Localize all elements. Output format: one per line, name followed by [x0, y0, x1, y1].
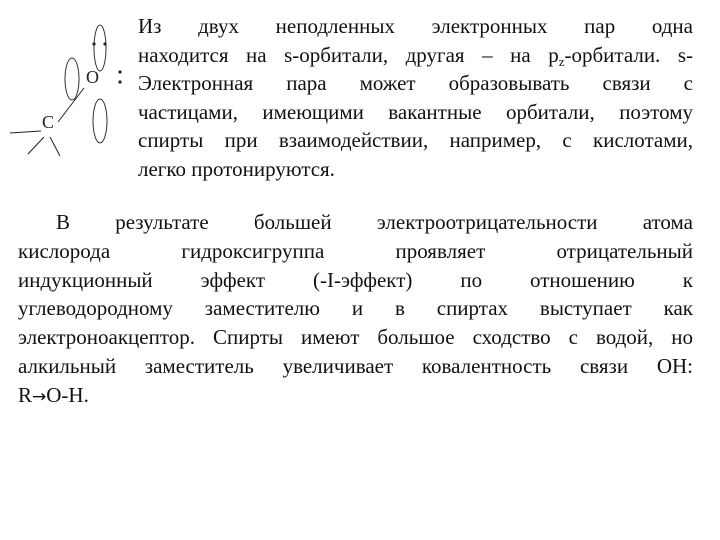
carbon-bond-left: [10, 131, 41, 133]
text-line: индукционный эффект (-I-эффект) по отношению к: [18, 267, 693, 292]
text-line: [18, 381, 693, 412]
lone-pair-dot-icon: [103, 42, 106, 45]
text-line: алкильный заместитель увеличивает ковалентность связи ОН:: [18, 353, 693, 378]
lower-orbital-lobe-icon: [93, 99, 107, 143]
text-line: частицами, имеющими вакантные орбитали, поэтому: [138, 99, 693, 124]
text-line: кислорода гидроксигруппа проявляет отрицательный: [18, 238, 693, 263]
top-paragraph: [138, 12, 693, 183]
carbon-oxygen-bond: [58, 88, 84, 122]
text-fragment: находится на s-орбитали, другая – на p: [138, 42, 559, 67]
text-line: [138, 41, 693, 70]
text-line: Электронная пара может образовывать связи с: [138, 71, 693, 95]
text-line: спирты при взаимодействии, например, с кислотами,: [138, 128, 693, 152]
carbon-bond-lower-left: [28, 137, 44, 154]
text-fragment: R: [18, 382, 33, 407]
orbital-diagram-svg: [8, 14, 138, 194]
lone-pair-dot-icon: [92, 42, 95, 45]
oxygen-atom-label: O: [86, 67, 99, 87]
upper-orbital-lobe-icon: [94, 25, 106, 71]
text-line: В результате большей электроотрицательности атома: [56, 210, 693, 234]
carbon-atom-label: C: [42, 112, 55, 132]
subscript-text: z: [558, 53, 565, 69]
left-orbital-lobe-icon: [65, 58, 79, 100]
text-fragment: -орбитали. s-: [564, 42, 693, 67]
text-line: электроноакцептор. Спирты имеют большое сходство с водой, но: [18, 325, 693, 350]
right-arrow-icon: →: [32, 386, 47, 407]
orbital-diagram: [8, 14, 138, 194]
carbon-bond-lower-right: [50, 137, 60, 156]
lone-pair-dot-icon: [118, 80, 121, 83]
bottom-paragraph: [18, 208, 693, 412]
text-line: Из двух неподленных электронных пар одна: [138, 14, 693, 38]
text-line: углеводородному заместителю и в спиртах выступает как: [18, 296, 693, 321]
text-line: легко протонируются.: [138, 156, 335, 181]
text-fragment: O-H.: [46, 382, 89, 407]
lone-pair-dot-icon: [118, 70, 121, 73]
